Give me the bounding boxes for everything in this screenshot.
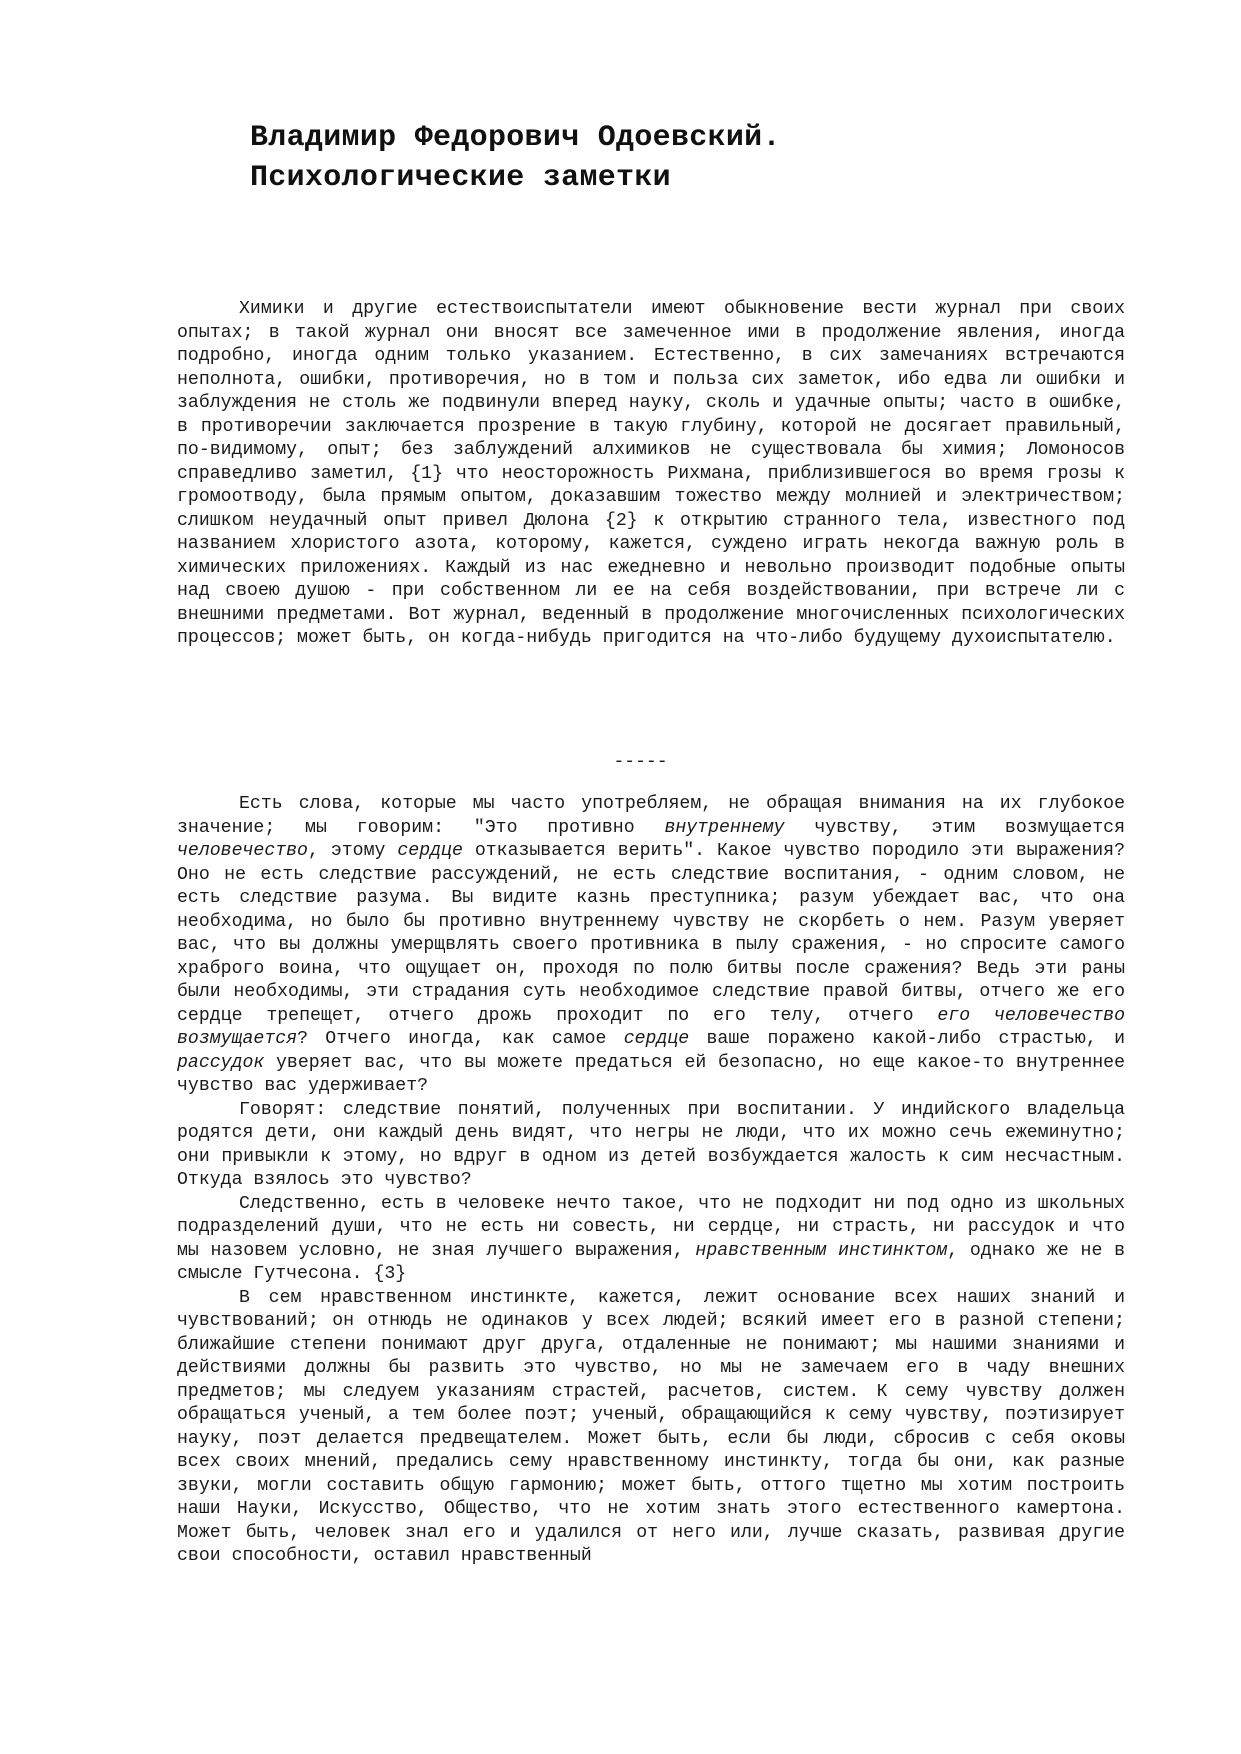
emphasis: нравственным инстинктом (695, 1240, 948, 1261)
paragraph-2: Говорят: следствие понятий, полученных при воспитании. У индийского владельца родятся дети, они каждый день видят, что негры не люди, что их можно сечь ежеминутно; они привыкли к этому, но вдруг в одном из детей возбуждается жалость к сим несчастным. Откуда взялось это чувство? (177, 1099, 1125, 1190)
emphasis: его человечество возмущается (177, 1005, 1125, 1049)
main-section (177, 793, 1125, 1569)
paragraph-1 (177, 793, 1125, 1099)
title-line-1: Владимир Федорович Одоевский. (250, 121, 781, 155)
page-title (250, 118, 1150, 198)
intro-section (177, 298, 1125, 651)
text-run: чувству, этим возмущается (784, 817, 1125, 838)
separator-text: ----- (613, 752, 668, 772)
text-run: Есть слова, которые мы часто употребляем, не обращая внимания на их глубокое значение; мы говорим: "Это противно (177, 794, 1125, 838)
paragraph-4: В сем нравственном инстинкте, кажется, лежит основание всех наших знаний и чувствований; он отнюдь не одинаков у всех людей; всякий имеет его в разной степени; ближайшие степени понимают друг друга, отдаленные не понимают; мы нашими знаниями и действиями должны бы развить это чувство, но мы не замечаем его в чаду внешних предметов; мы следуем указаниям страстей, расчетов, систем. К сему чувству должен обращаться ученый, а тем более поэт; ученый, обращающийся к сему чувству, поэтизирует науку, поэт делается предвещателем. Может быть, если бы люди, сбросив с себя оковы всех своих мнений, предались сему нравственному инстинкту, тогда бы они, как разные звуки, могли составить общую гармонию; может быть, оттого тщетно мы хотим построить наши Науки, Искусство, Общество, что не хотим знать этого естественного камертона. Может быть, человек знал его и удалился от него или, лучше сказать, развивая другие свои способности, оставил нравственный (177, 1287, 1125, 1566)
text-run: , этому (307, 841, 398, 861)
emphasis: внутреннему (664, 817, 785, 838)
emphasis: рассудок (177, 1052, 265, 1073)
text-run: ? Отчего иногда, как самое (297, 1029, 624, 1049)
text-run: отказывается верить". Какое чувство породило эти выражения? Оно не есть следствие рассуждений, не есть следствие воспитания, - одним словом, не есть следствие разума. Вы видите казнь преступника; разум убеждает вас, что она необходима, но было бы противно внутреннему чувству не скорбеть о нем. Разум уверяет вас, что вы должны умерщвлять своего противника в пылу сражения, - но спросите самого храброго воина, что ощущает он, проходя по полю битвы после сражения? Ведь эти раны были необходимы, эти страдания суть необходимое следствие правой битвы, отчего же его сердце трепещет, отчего дрожь проходит по его телу, отчего (177, 841, 1125, 1026)
text-run: Следственно, есть в человеке нечто такое, что не подходит ни под одно из школьных подразделений души, что не есть ни совесть, ни сердце, ни страсть, ни рассудок и что мы назовем условно, не зная лучшего выражения, (177, 1193, 1125, 1261)
paragraph-3 (177, 1193, 1125, 1287)
text-run: уверяет вас, что вы можете предаться ей безопасно, но еще какое-то внутреннее чувство вас удерживает? (177, 1052, 1125, 1096)
intro-paragraph: Химики и другие естествоиспытатели имеют обыкновение вести журнал при своих опытах; в такой журнал они вносят все замеченное ими в продолжение явления, иногда подробно, иногда одним только указанием. Естественно, в сих замечаниях встречаются неполнота, ошибки, противоречия, но в том и польза сих заметок, ибо едва ли ошибки и заблуждения не столь же подвинули вперед науку, сколь и удачные опыты; часто в ошибке, в противоречии заключается прозрение в такую глубину, которой не досягает правильный, по-видимому, опыт; без заблуждений алхимиков не существовала бы химия; Ломоносов справедливо заметил, {1} что неосторожность Рихмана, приблизившегося во время грозы к громоотводу, была прямым опытом, доказавшим тожество между молнией и электричеством; слишком неудачный опыт привел Дюлона {2} к открытию странного тела, известного под названием хлористого азота, которому, кажется, суждено играть некогда важную роль в химических приложениях. Каждый из нас ежедневно и невольно производит подобные опыты над своею душою - при собственном ли ее на себя воздействовании, при встрече ли с внешними предметами. Вот журнал, веденный в продолжение многочисленных психологических процессов; может быть, он когда-нибудь пригодится на что-либо будущему духоиспытателю. (177, 299, 1125, 648)
emphasis: человечество (177, 841, 308, 861)
emphasis: сердце (623, 1029, 690, 1049)
emphasis: сердце (397, 841, 463, 861)
title-line-2: Психологические заметки (250, 161, 671, 195)
text-run: ваше поражено какой-либо страстью, и (689, 1029, 1125, 1049)
section-separator (0, 750, 1241, 774)
text-run: , однако же не в смысле Гутчесона. {3} (177, 1240, 1125, 1284)
